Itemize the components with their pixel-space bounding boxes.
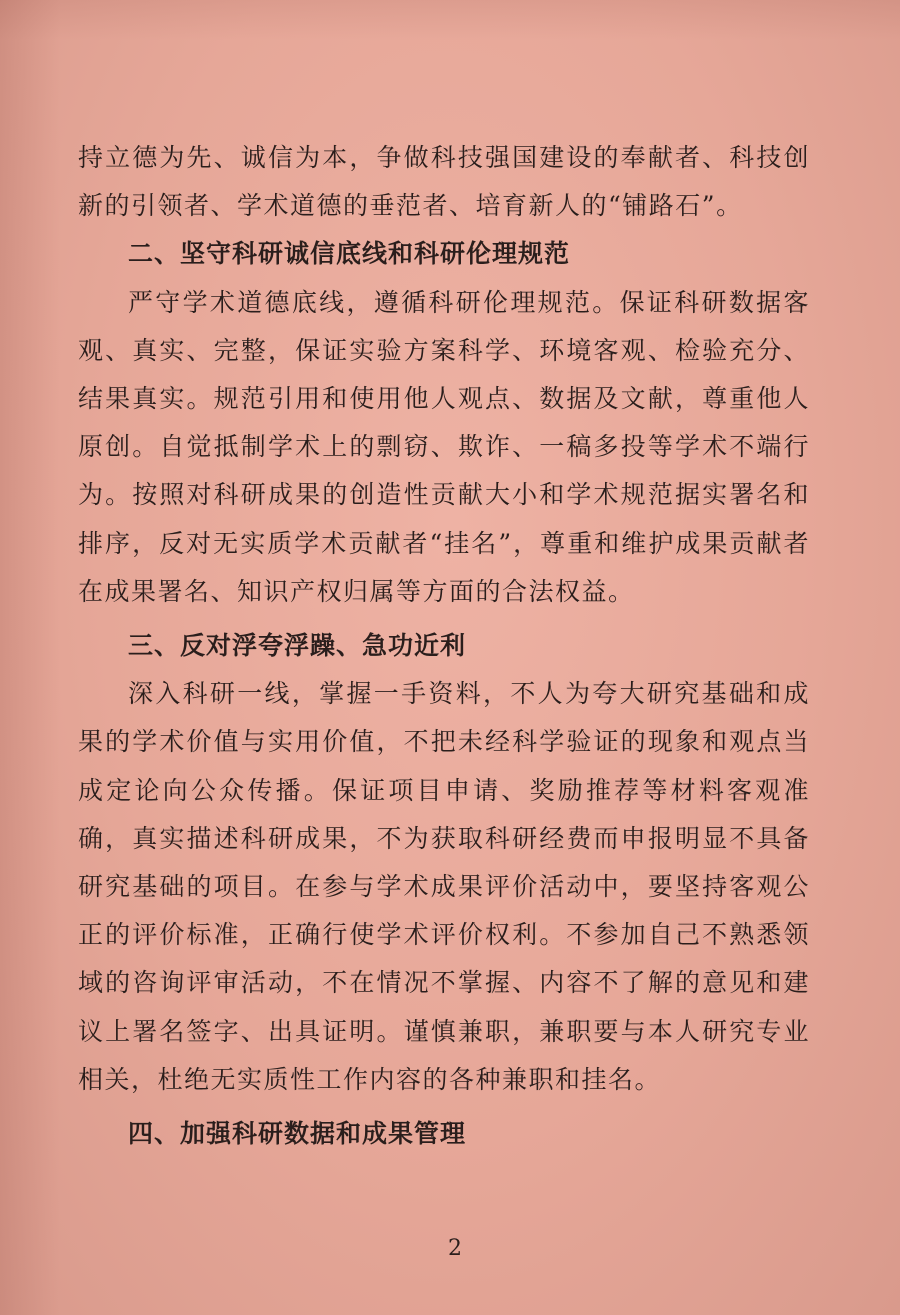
paragraph-section-2: 严守学术道德底线，遵循科研伦理规范。保证科研数据客观、真实、完整，保证实验方案科学、环境客观、检验充分、结果真实。规范引用和使用他人观点、数据及文献，尊重他人原创。自觉抵制学术上的剽窃、欺诈、一稿多投等学术不端行为。按照对科研成果的创造性贡献大小和学术规范据实署名和排序，反对无实质学术贡献者“挂名”，尊重和维护成果贡献者在成果署名、知识产权归属等方面的合法权益。 xyxy=(78,287,810,606)
page-number: 2 xyxy=(448,1236,462,1261)
paragraph-continuation: 持立德为先、诚信为本，争做科技强国建设的奉献者、科技创新的引领者、学术道德的垂范者、培育新人的“铺路石”。 xyxy=(78,143,810,221)
section-heading-3: 三、反对浮夸浮躁、急功近利 xyxy=(128,631,467,661)
paragraph-section-3: 深入科研一线，掌握一手资料，不人为夸大研究基础和成果的学术价值与实用价值，不把未经科学验证的现象和观点当成定论向公众传播。保证项目申请、奖励推荐等材料客观准确，真实描述科研成果，不为获取科研经费而申报明显不具备研究基础的项目。在参与学术成果评价活动中，要坚持客观公正的评价标准，正确行使学术评价权利。不参加自己不熟悉领域的咨询评审活动，不在情况不掌握、内容不了解的意见和建议上署名签字、出具证明。谨慎兼职，兼职要与本人研究专业相关，杜绝无实质性工作内容的各种兼职和挂名。 xyxy=(78,679,810,1094)
document-body xyxy=(78,134,810,1158)
page-shadow-top xyxy=(0,0,900,40)
page-shadow-left xyxy=(0,0,60,1315)
section-heading-2: 二、坚守科研诚信底线和科研伦理规范 xyxy=(128,239,571,269)
section-heading-4: 四、加强科研数据和成果管理 xyxy=(128,1119,467,1149)
